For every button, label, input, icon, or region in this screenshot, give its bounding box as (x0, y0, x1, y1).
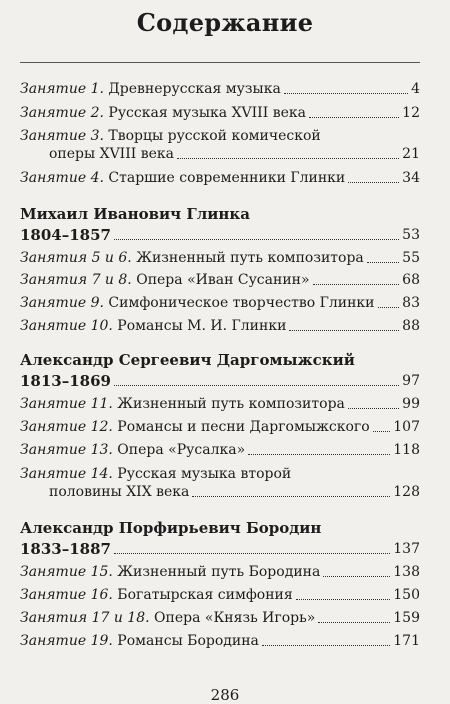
page-number: 97 (402, 373, 420, 389)
entry-title: Романсы и песни Даргомыжского (112, 419, 370, 435)
entry-title: Опера «Князь Игорь» (149, 610, 316, 626)
toc-entry[interactable] (20, 632, 420, 650)
lesson-number: Занятие 11. (20, 396, 113, 412)
entry-title-continued: оперы XVIII века (49, 146, 174, 162)
page-number: 159 (393, 610, 420, 626)
entry-title: Симфоническое творчество Глинки (103, 295, 375, 311)
leader-dots (318, 621, 390, 623)
toc-entry[interactable] (20, 563, 420, 581)
entry-title: Богатырская симфония (112, 587, 293, 603)
page-number: 99 (402, 396, 420, 412)
entry-title: Древнерусская музыка (103, 81, 281, 97)
page-number: 137 (393, 541, 420, 557)
lesson-number: Занятие 13. (20, 442, 113, 458)
leader-dots (262, 644, 390, 646)
toc-entry[interactable] (20, 441, 420, 459)
toc-entry[interactable] (20, 317, 420, 335)
divider (20, 62, 420, 63)
page-number: 171 (393, 633, 420, 649)
page-number: 34 (402, 170, 420, 186)
leader-dots (289, 329, 399, 331)
entry-title: Творцы русской комической (103, 128, 321, 144)
toc-entry[interactable] (20, 271, 420, 289)
lesson-number: Занятие 9. (20, 295, 104, 311)
section-years: 1813–1869 (20, 372, 111, 390)
entry-title: Опера «Иван Сусанин» (131, 272, 310, 288)
lesson-number: Занятие 12. (20, 419, 113, 435)
section-years-entry[interactable] (20, 226, 420, 244)
page-number: 21 (402, 146, 420, 162)
leader-dots (284, 92, 408, 94)
page-number: 88 (402, 318, 420, 334)
lesson-number: Занятия 5 и 6. (20, 250, 132, 266)
folio-page-number: 286 (210, 686, 240, 704)
entry-title: Русская музыка второй (112, 466, 292, 482)
section-years: 1833–1887 (20, 540, 111, 558)
entry-title: Романсы М. И. Глинки (112, 318, 287, 334)
toc-entry[interactable] (49, 145, 420, 163)
toc-entry[interactable] (20, 169, 420, 187)
lesson-number: Занятие 3. (20, 128, 104, 144)
leader-dots (348, 407, 399, 409)
toc-entry[interactable] (20, 249, 420, 267)
section-years-entry[interactable] (20, 540, 420, 558)
entry-title: Жизненный путь Бородина (112, 564, 321, 580)
page-number: 53 (402, 227, 420, 243)
entry-title: Жизненный путь композитора (112, 396, 345, 412)
leader-dots (348, 181, 399, 183)
lesson-number: Занятие 16. (20, 587, 113, 603)
toc-entry[interactable] (20, 80, 420, 98)
leader-dots (114, 384, 399, 386)
page-number: 107 (393, 419, 420, 435)
page-number: 68 (402, 272, 420, 288)
toc-entry[interactable] (49, 483, 420, 501)
leader-dots (114, 238, 399, 240)
entry-title: Старшие современники Глинки (103, 170, 346, 186)
page-number: 128 (393, 484, 420, 500)
page-title: Содержание (136, 8, 314, 37)
lesson-number: Занятие 14. (20, 466, 113, 482)
page-number: 138 (393, 564, 420, 580)
leader-dots (323, 575, 390, 577)
entry-title: Опера «Русалка» (112, 442, 246, 458)
entry-title: Романсы Бородина (112, 633, 259, 649)
toc-entry[interactable] (20, 104, 420, 122)
page-number: 4 (411, 81, 420, 97)
section-heading[interactable]: Михаил Иванович Глинка (20, 205, 250, 223)
leader-dots (296, 598, 391, 600)
lesson-number: Занятия 7 и 8. (20, 272, 132, 288)
leader-dots (177, 157, 399, 159)
toc-entry[interactable] (20, 586, 420, 604)
toc-entry[interactable] (20, 294, 420, 312)
page-number: 83 (402, 295, 420, 311)
toc-entry[interactable] (20, 418, 420, 436)
leader-dots (313, 283, 400, 285)
lesson-number: Занятие 10. (20, 318, 113, 334)
entry-title: Русская музыка XVIII века (103, 105, 306, 121)
section-years: 1804–1857 (20, 226, 111, 244)
page-number: 150 (393, 587, 420, 603)
leader-dots (367, 261, 399, 263)
leader-dots (309, 116, 399, 118)
page-number: 12 (402, 105, 420, 121)
leader-dots (192, 495, 390, 497)
toc-entry[interactable] (20, 395, 420, 413)
toc-entry-first-line[interactable] (20, 465, 291, 483)
leader-dots (248, 453, 390, 455)
page-number: 118 (393, 442, 420, 458)
lesson-number: Занятия 17 и 18. (20, 610, 150, 626)
entry-title: Жизненный путь композитора (131, 250, 364, 266)
section-heading[interactable]: Александр Порфирьевич Бородин (20, 519, 322, 537)
lesson-number: Занятие 4. (20, 170, 104, 186)
leader-dots (378, 306, 400, 308)
entry-title-continued: половины XIX века (49, 484, 190, 500)
toc-entry-first-line[interactable] (20, 127, 321, 145)
leader-dots (114, 552, 390, 554)
section-heading[interactable]: Александр Сергеевич Даргомыжский (20, 351, 355, 369)
toc-entry[interactable] (20, 609, 420, 627)
leader-dots (373, 430, 391, 432)
lesson-number: Занятие 2. (20, 105, 104, 121)
section-years-entry[interactable] (20, 372, 420, 390)
lesson-number: Занятие 15. (20, 564, 113, 580)
page-number: 55 (402, 250, 420, 266)
lesson-number: Занятие 1. (20, 81, 104, 97)
lesson-number: Занятие 19. (20, 633, 113, 649)
